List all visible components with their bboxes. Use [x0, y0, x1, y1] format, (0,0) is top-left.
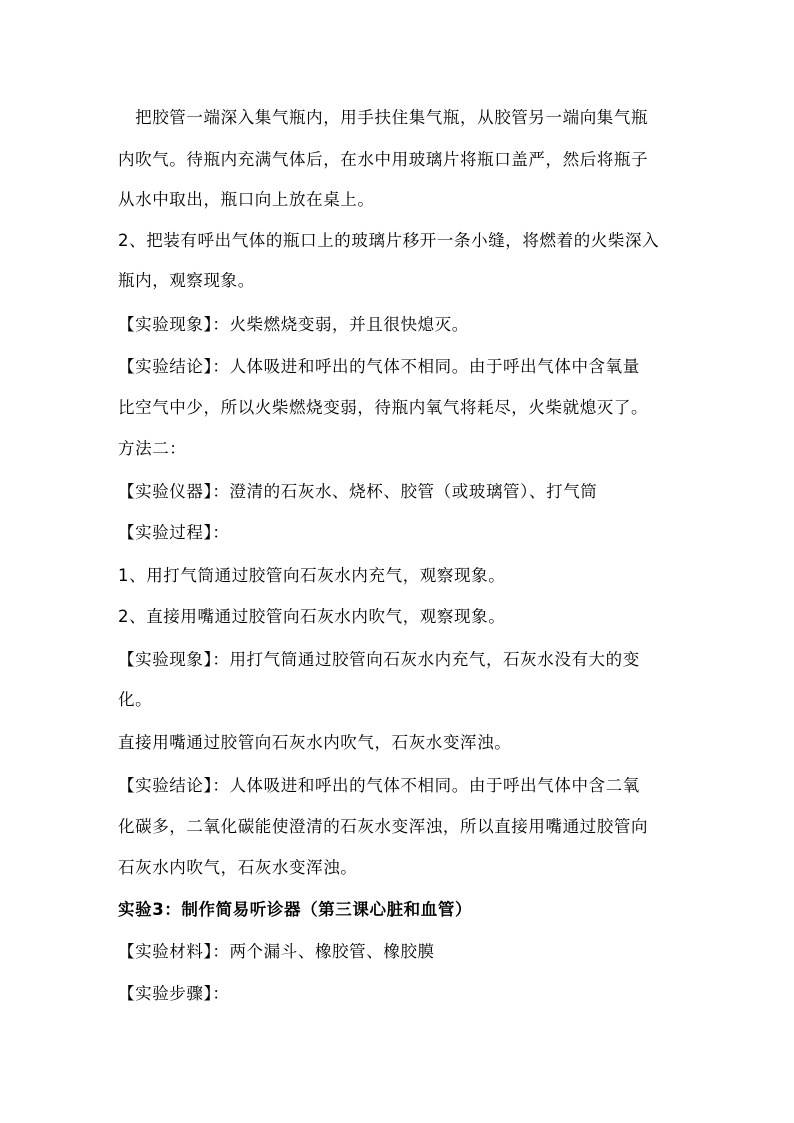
text-line: 【实验结论】：人体吸进和呼出的气体不相同。由于呼出气体中含氧量 [118, 357, 640, 376]
text-line: 方法二： [118, 439, 187, 458]
text-line: 直接用嘴通过胶管向石灰水内吹气，石灰水变浑浊。 [118, 733, 512, 752]
text-line: 石灰水内吹气，石灰水变浑浊。 [118, 858, 358, 877]
text-line: 2、把装有呼出气体的瓶口上的玻璃片移开一条小缝，将燃着的火柴深入 [118, 231, 660, 250]
text-line: 化碳多，二氧化碳能使澄清的石灰水变浑浊，所以直接用嘴通过胶管向 [118, 817, 649, 836]
text-line: 【实验材料】：两个漏斗、橡胶管、橡胶膜 [118, 942, 435, 961]
text-line: 从水中取出，瓶口向上放在桌上。 [118, 190, 375, 209]
text-line: 【实验结论】：人体吸进和呼出的气体不相同。由于呼出气体中含二氧 [118, 776, 640, 795]
text-line: 把胶管一端深入集气瓶内，用手扶住集气瓶，从胶管另一端向集气瓶 [118, 108, 649, 127]
text-line: 2、直接用嘴通过胶管向石灰水内吹气，观察现象。 [118, 607, 506, 626]
section-heading: 实验3：制作简易听诊器（第三课心脏和血管） [118, 900, 473, 919]
text-line: 1、用打气筒通过胶管向石灰水内充气，观察现象。 [118, 566, 506, 585]
text-line: 【实验步骤】： [118, 984, 230, 1003]
text-line: 比空气中少，所以火柴燃烧变弱，待瓶内氧气将耗尽，火柴就熄灭了。 [118, 398, 649, 417]
text-line: 【实验过程】： [118, 523, 230, 542]
text-line: 【实验现象】：用打气筒通过胶管向石灰水内充气，石灰水没有大的变 [118, 650, 640, 669]
text-line: 瓶内，观察现象。 [118, 271, 255, 290]
text-line: 化。 [118, 690, 153, 709]
text-line: 内吹气。待瓶内充满气体后，在水中用玻璃片将瓶口盖严，然后将瓶子 [118, 150, 649, 169]
text-line: 【实验现象】：火柴燃烧变弱，并且很快熄灭。 [118, 315, 469, 334]
text-line: 【实验仪器】：澄清的石灰水、烧杯、胶管（或玻璃管）、打气筒 [118, 482, 598, 501]
